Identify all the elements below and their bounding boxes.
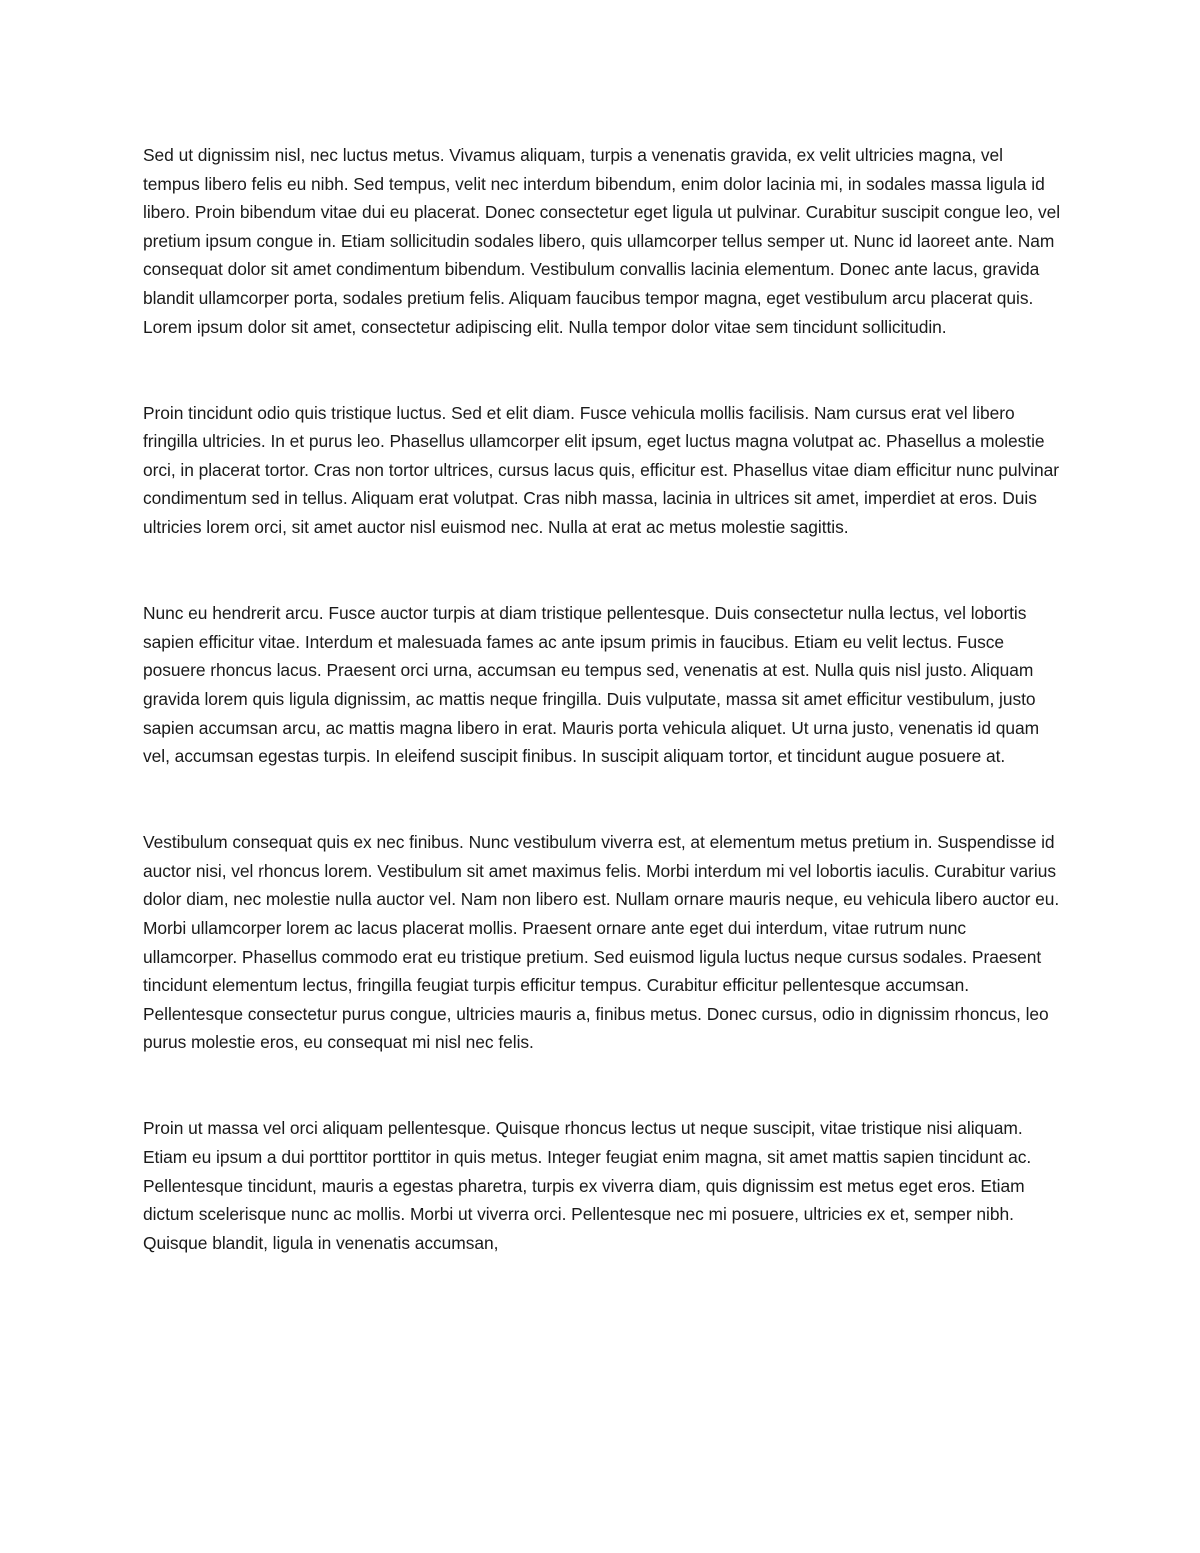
paragraph-5: Proin ut massa vel orci aliquam pellentesque. Quisque rhoncus lectus ut neque suscipit, vitae tristique nisi aliquam. Etiam eu ipsum a dui porttitor porttitor in quis metus. Integer feugiat enim magna, sit amet mattis sapien tincidunt ac. Pellentesque tincidunt, mauris a egestas pharetra, turpis ex viverra diam, quis dignissim est metus eget eros. Etiam dictum scelerisque nunc ac mollis. Morbi ut viverra orci. Pellentesque nec mi posuere, ultricies ex et, semper nibh. Quisque blandit, ligula in venenatis accumsan, (143, 1118, 1032, 1253)
document-body (143, 141, 1063, 1257)
paragraph-1: Sed ut dignissim nisl, nec luctus metus. Vivamus aliquam, turpis a venenatis gravida, ex velit ultricies magna, vel tempus libero felis eu nibh. Sed tempus, velit nec interdum bibendum, enim dolor lacinia mi, in sodales massa ligula id libero. Proin bibendum vitae dui eu placerat. Donec consectetur eget ligula ut pulvinar. Curabitur suscipit congue leo, vel pretium ipsum congue in. Etiam sollicitudin sodales libero, quis ullamcorper tellus semper ut. Nunc id laoreet ante. Nam consequat dolor sit amet condimentum bibendum. Vestibulum convallis lacinia elementum. Donec ante lacus, gravida blandit ullamcorper porta, sodales pretium felis. Aliquam faucibus tempor magna, eget vestibulum arcu placerat quis. Lorem ipsum dolor sit amet, consectetur adipiscing elit. Nulla tempor dolor vitae sem tincidunt sollicitudin. (143, 145, 1061, 337)
paragraph-4: Vestibulum consequat quis ex nec finibus. Nunc vestibulum viverra est, at elementum metus pretium in. Suspendisse id auctor nisi, vel rhoncus lorem. Vestibulum sit amet maximus felis. Morbi interdum mi vel lobortis iaculis. Curabitur varius dolor diam, nec molestie nulla auctor vel. Nam non libero est. Nullam ornare mauris neque, eu vehicula libero auctor eu. Morbi ullamcorper lorem ac lacus placerat mollis. Praesent ornare ante eget dui interdum, vitae rutrum nunc ullamcorper. Phasellus commodo erat eu tristique pretium. Sed euismod ligula luctus neque cursus sodales. Praesent tincidunt elementum lectus, fringilla feugiat turpis efficitur tempus. Curabitur efficitur pellentesque accumsan. Pellentesque consectetur purus congue, ultricies mauris a, finibus metus. Donec cursus, odio in dignissim rhoncus, leo purus molestie eros, eu consequat mi nisl nec felis. (143, 832, 1060, 1053)
paragraph-3: Nunc eu hendrerit arcu. Fusce auctor turpis at diam tristique pellentesque. Duis consectetur nulla lectus, vel lobortis sapien efficitur vitae. Interdum et malesuada fames ac ante ipsum primis in faucibus. Etiam eu velit lectus. Fusce posuere rhoncus lacus. Praesent orci urna, accumsan eu tempus sed, venenatis at est. Nulla quis nisl justo. Aliquam gravida lorem quis ligula dignissim, ac mattis neque fringilla. Duis vulputate, massa sit amet efficitur vestibulum, justo sapien accumsan arcu, ac mattis magna libero in erat. Mauris porta vehicula aliquet. Ut urna justo, venenatis id quam vel, accumsan egestas turpis. In eleifend suscipit finibus. In suscipit aliquam tortor, et tincidunt augue posuere at. (143, 603, 1040, 767)
paragraph-2: Proin tincidunt odio quis tristique luctus. Sed et elit diam. Fusce vehicula mollis facilisis. Nam cursus erat vel libero fringilla ultricies. In et purus leo. Phasellus ullamcorper elit ipsum, eget luctus magna volutpat ac. Phasellus a molestie orci, in placerat tortor. Cras non tortor ultrices, cursus lacus quis, efficitur est. Phasellus vitae diam efficitur nunc pulvinar condimentum sed in tellus. Aliquam erat volutpat. Cras nibh massa, lacinia in ultrices sit amet, imperdiet at eros. Duis ultricies lorem orci, sit amet auctor nisl euismod nec. Nulla at erat ac metus molestie sagittis. (143, 402, 1059, 538)
